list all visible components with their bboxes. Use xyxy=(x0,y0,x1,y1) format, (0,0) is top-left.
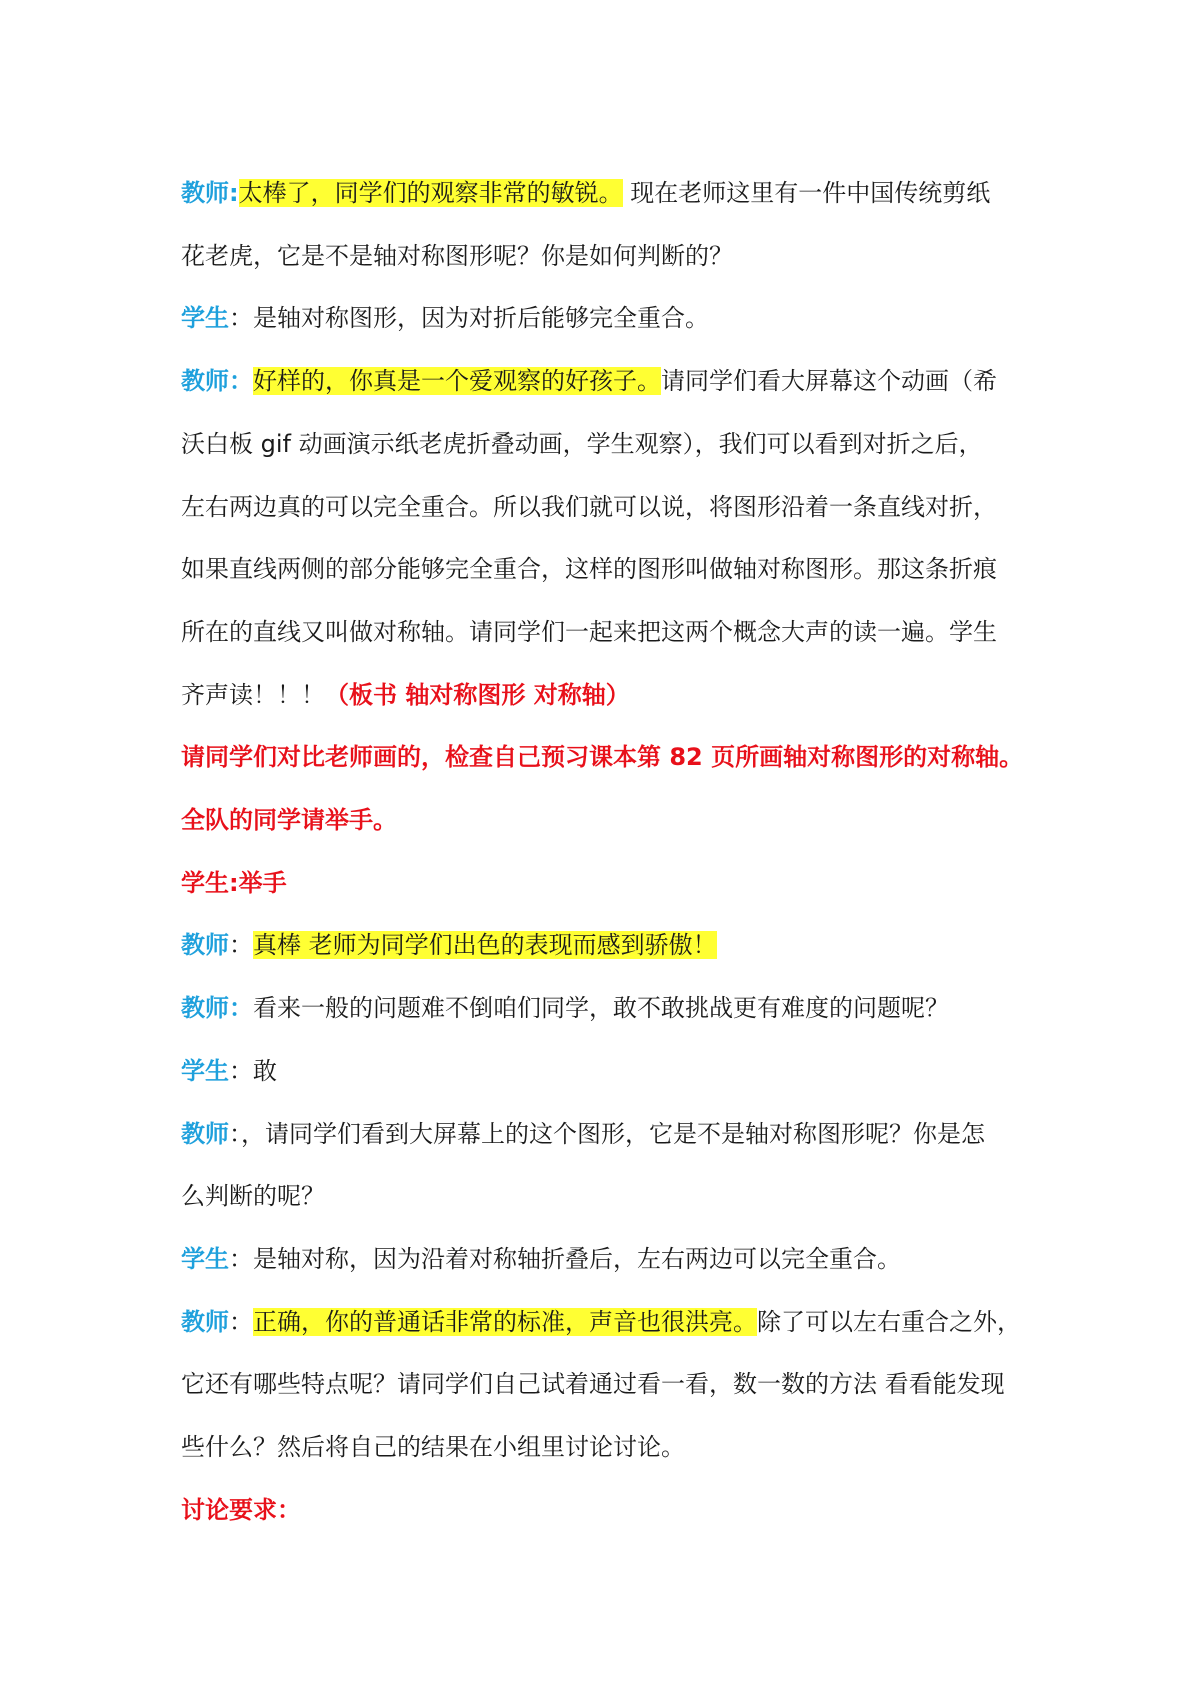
continuation-line xyxy=(181,225,1061,288)
speaker-label: 教师 xyxy=(181,1307,229,1336)
line-text: 沃白板 gif 动画演示纸老虎折叠动画，学生观察），我们可以看到对折之后， xyxy=(181,429,983,458)
line-text: ：是轴对称，因为沿着对称轴折叠后，左右两边可以完全重合。 xyxy=(229,1244,901,1273)
line-text: 些什么？然后将自己的结果在小组里讨论讨论。 xyxy=(181,1433,685,1462)
dialogue-line xyxy=(181,287,1061,350)
emphasis-line xyxy=(181,789,1061,852)
highlighted-praise: 正确，你的普通话非常的标准，声音也很洪亮。 xyxy=(253,1307,757,1336)
dialogue-line xyxy=(181,162,1061,225)
line-text: 么判断的呢？ xyxy=(181,1182,325,1211)
dialogue-line xyxy=(181,1103,1061,1166)
line-text: 如果直线两侧的部分能够完全重合，这样的图形叫做轴对称图形。那这条折痕 xyxy=(181,555,997,584)
dialogue-line xyxy=(181,1040,1061,1103)
line-text: ： xyxy=(229,1307,253,1336)
dialogue-line xyxy=(181,1228,1061,1291)
continuation-line xyxy=(181,1353,1061,1416)
speaker-label: 学生 xyxy=(181,1244,229,1273)
speaker-label: 教师 xyxy=(181,1119,229,1148)
line-text: ：是轴对称图形，因为对折后能够完全重合。 xyxy=(229,304,709,333)
continuation-line xyxy=(181,1416,1061,1479)
speaker-label: 教师： xyxy=(181,994,253,1023)
continuation-line xyxy=(181,538,1061,601)
discussion-requirements-heading: 讨论要求： xyxy=(181,1495,301,1524)
dialogue-line xyxy=(181,350,1061,413)
highlighted-praise: 好样的，你真是一个爱观察的好孩子。 xyxy=(253,367,661,396)
continuation-line xyxy=(181,664,1061,727)
line-text: ：敢 xyxy=(229,1056,277,1085)
speaker-label: 学生 xyxy=(181,1056,229,1085)
line-text: 所在的直线又叫做对称轴。请同学们一起来把这两个概念大声的读一遍。学生 xyxy=(181,617,997,646)
section-heading xyxy=(181,1479,1061,1542)
continuation-line xyxy=(181,601,1061,664)
line-text: ：，请同学们看到大屏幕上的这个图形，它是不是轴对称图形呢？你是怎 xyxy=(229,1119,985,1148)
dialogue-line xyxy=(181,1291,1061,1354)
line-text: 看来一般的问题难不倒咱们同学，敢不敢挑战更有难度的问题呢？ xyxy=(253,994,949,1023)
emphasis-line xyxy=(181,852,1061,915)
speaker-label: 教师： xyxy=(181,367,253,396)
line-text: 现在老师这里有一件中国传统剪纸 xyxy=(622,179,991,207)
document-body xyxy=(181,162,1061,1541)
speaker-label: 教师 xyxy=(181,931,229,960)
blackboard-note: （板书 轴对称图形 对称轴） xyxy=(325,680,630,709)
highlighted-praise: 真棒 老师为同学们出色的表现而感到骄傲！ xyxy=(253,931,717,960)
instruction-text: 请同学们对比老师画的，检查自己预习课本第 82 页所画轴对称图形的对称轴。 xyxy=(181,743,1024,772)
line-text: 请同学们看大屏幕这个动画（希 xyxy=(661,367,997,396)
highlighted-praise: 太棒了，同学们的观察非常的敏锐。 xyxy=(238,179,623,207)
line-text: 左右两边真的可以完全重合。所以我们就可以说，将图形沿着一条直线对折， xyxy=(181,492,997,521)
emphasis-line xyxy=(181,726,1061,789)
dialogue-line xyxy=(181,914,1061,977)
line-text: ： xyxy=(229,931,253,960)
dialogue-line xyxy=(181,977,1061,1040)
instruction-text: 全队的同学请举手。 xyxy=(181,806,397,835)
student-action: 学生:举手 xyxy=(181,868,287,897)
line-text: 花老虎，它是不是轴对称图形呢？你是如何判断的？ xyxy=(181,241,733,270)
speaker-label: 学生 xyxy=(181,304,229,333)
line-text: 齐声读！！！ xyxy=(181,680,325,709)
continuation-line xyxy=(181,1165,1061,1228)
line-text: 它还有哪些特点呢？请同学们自己试着通过看一看，数一数的方法 看看能发现 xyxy=(181,1370,1005,1399)
continuation-line xyxy=(181,476,1061,539)
line-text: 除了可以左右重合之外， xyxy=(757,1307,1021,1336)
speaker-label: 教师: xyxy=(181,179,239,207)
continuation-line xyxy=(181,413,1061,476)
